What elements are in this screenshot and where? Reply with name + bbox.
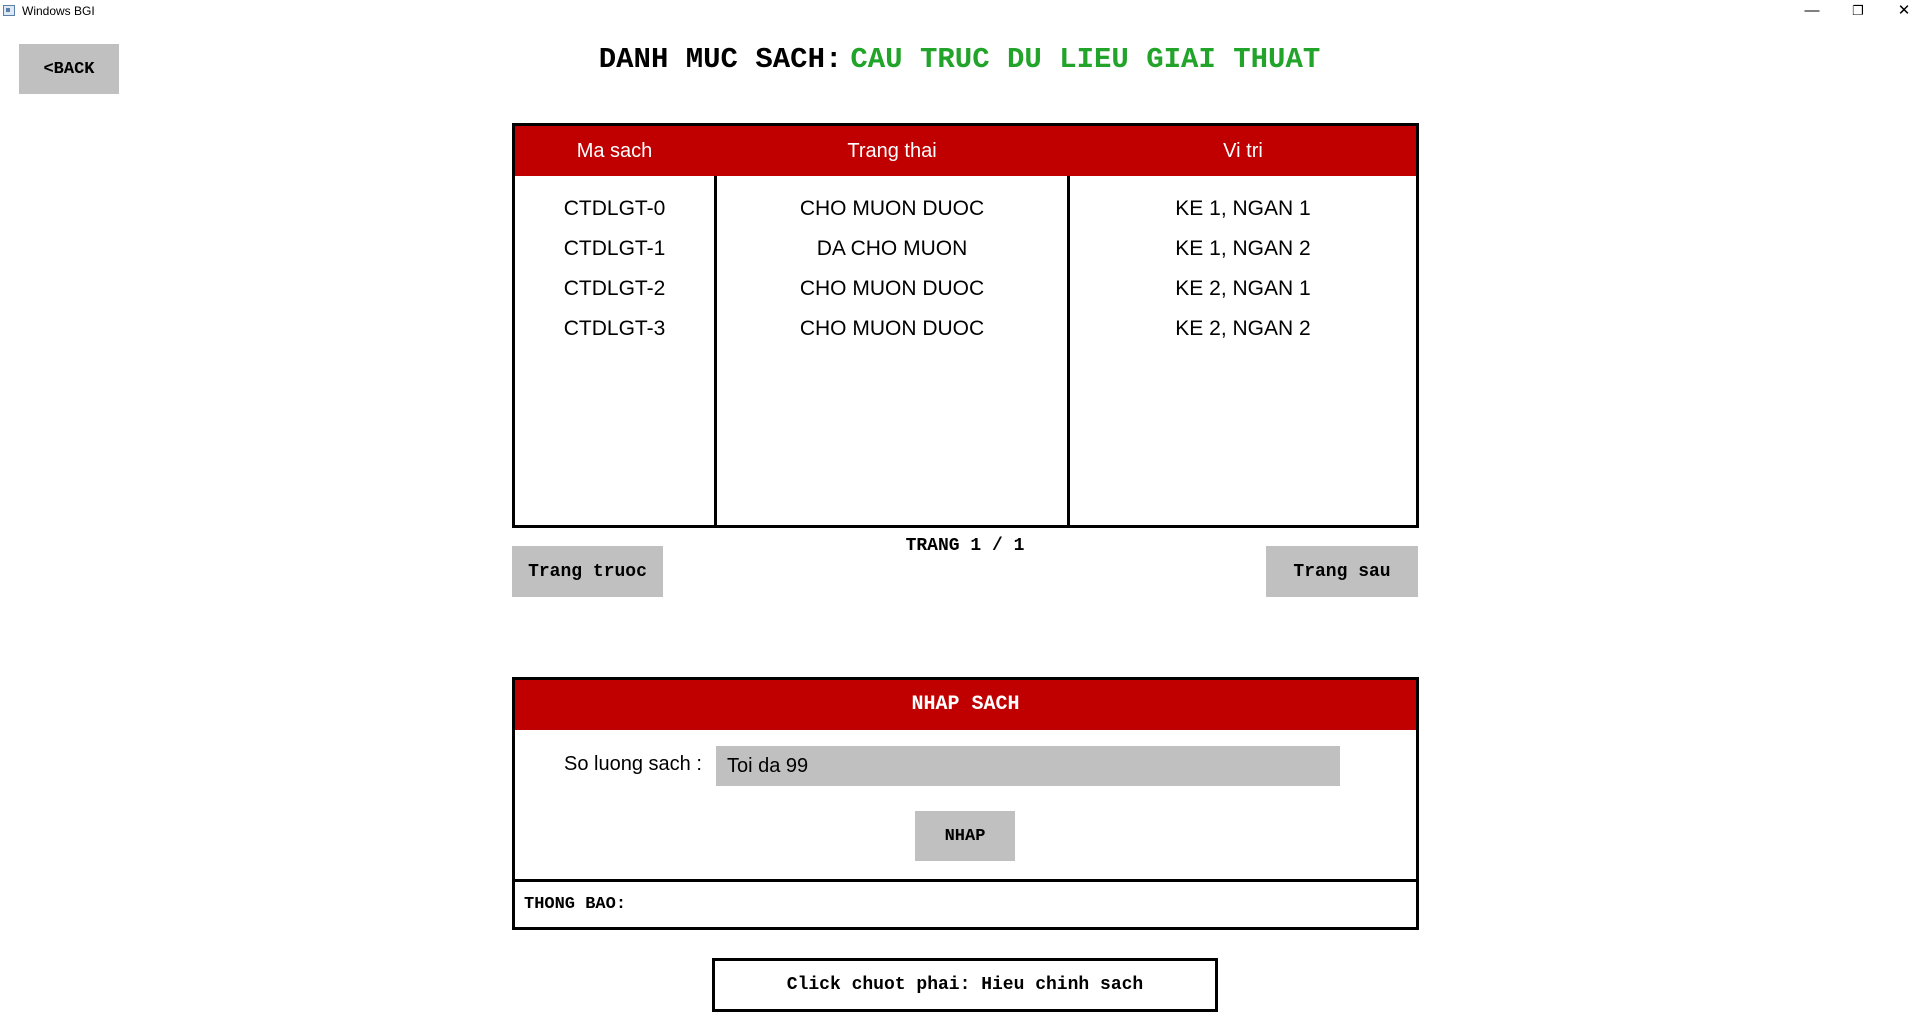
cell-trang-thai[interactable]: CHO MUON DUOC xyxy=(799,277,985,300)
cell-trang-thai[interactable]: CHO MUON DUOC xyxy=(799,317,985,340)
book-copies-table xyxy=(512,123,1419,528)
cell-ma-sach[interactable]: CTDLGT-0 xyxy=(563,197,666,220)
window-title: Windows BGI xyxy=(22,4,95,18)
import-books-panel xyxy=(512,677,1419,930)
import-panel-title: NHAP SACH xyxy=(515,680,1416,730)
quantity-input[interactable] xyxy=(716,746,1340,786)
minimize-icon[interactable]: — xyxy=(1804,2,1820,19)
import-button[interactable]: NHAP xyxy=(915,811,1015,861)
divider xyxy=(515,879,1416,882)
column-header-ma-sach: Ma sach xyxy=(576,140,653,162)
back-button[interactable]: <BACK xyxy=(19,44,119,94)
cell-trang-thai[interactable]: DA CHO MUON xyxy=(816,237,968,260)
column-vi-tri xyxy=(1070,189,1416,349)
table-header xyxy=(515,126,1416,176)
page-title-prefix: DANH MUC SACH: xyxy=(598,43,843,76)
cell-trang-thai[interactable]: CHO MUON DUOC xyxy=(799,197,985,220)
cell-vi-tri[interactable]: KE 2, NGAN 1 xyxy=(1175,277,1311,300)
book-title: CAU TRUC DU LIEU GIAI THUAT xyxy=(850,43,1321,76)
maximize-icon[interactable]: ❐ xyxy=(1852,3,1864,18)
column-ma-sach xyxy=(515,189,714,349)
window-title-bar xyxy=(0,0,1919,24)
cell-ma-sach[interactable]: CTDLGT-3 xyxy=(563,317,666,340)
right-click-hint: Click chuot phai: Hieu chinh sach xyxy=(712,958,1218,1012)
app-icon xyxy=(3,5,15,16)
column-trang-thai xyxy=(717,189,1067,349)
prev-page-button[interactable]: Trang truoc xyxy=(512,546,663,597)
next-page-button[interactable]: Trang sau xyxy=(1266,546,1418,597)
cell-vi-tri[interactable]: KE 1, NGAN 1 xyxy=(1175,197,1311,220)
cell-vi-tri[interactable]: KE 2, NGAN 2 xyxy=(1175,317,1311,340)
cell-vi-tri[interactable]: KE 1, NGAN 2 xyxy=(1175,237,1311,260)
notice-label: THONG BAO: xyxy=(524,895,627,914)
cell-ma-sach[interactable]: CTDLGT-2 xyxy=(563,277,666,300)
column-header-trang-thai: Trang thai xyxy=(847,140,937,162)
page-indicator: TRANG 1 / 1 xyxy=(905,536,1025,556)
page-title xyxy=(0,43,1919,76)
cell-ma-sach[interactable]: CTDLGT-1 xyxy=(563,237,666,260)
quantity-label: So luong sach : xyxy=(564,753,702,775)
close-icon[interactable]: ✕ xyxy=(1897,2,1911,19)
column-header-vi-tri: Vi tri xyxy=(1223,140,1263,162)
